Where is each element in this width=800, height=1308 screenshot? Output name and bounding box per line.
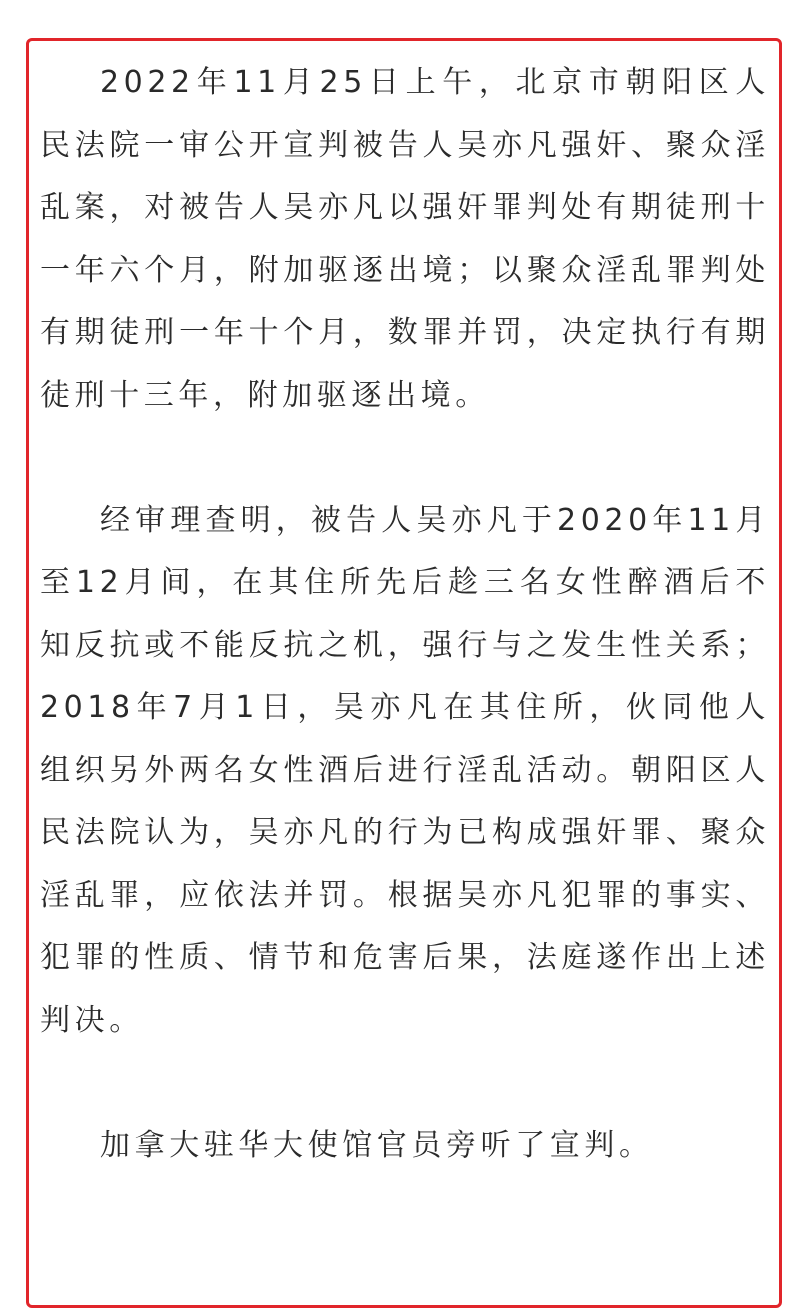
paragraph-spacer [40,427,770,490]
paragraph-verdict: 2022年11月25日上午，北京市朝阳区人民法院一审公开宣判被告人吴亦凡强奸、聚众淫乱案，对被告人吴亦凡以强奸罪判处有期徒刑十一年六个月，附加驱逐出境；以聚众淫乱罪判处有期徒刑一年十个月，数罪并罚，决定执行有期徒刑十三年，附加驱逐出境。 [40,65,770,413]
paragraph-embassy: 加拿大驻华大使馆官员旁听了宣判。 [100,1127,654,1163]
paragraph-spacer [40,1052,770,1115]
paragraph-findings: 经审理查明，被告人吴亦凡于2020年11月至12月间，在其住所先后趁三名女性醉酒后不知反抗或不能反抗之机，强行与之发生性关系；2018年7月1日，吴亦凡在其住所，伙同他人组织另外两名女性酒后进行淫乱活动。朝阳区人民法院认为，吴亦凡的行为已构成强奸罪、聚众淫乱罪，应依法并罚。根据吴亦凡犯罪的事实、犯罪的性质、情节和危害后果，法庭遂作出上述判决。 [40,502,770,1038]
article-body [40,52,770,1177]
